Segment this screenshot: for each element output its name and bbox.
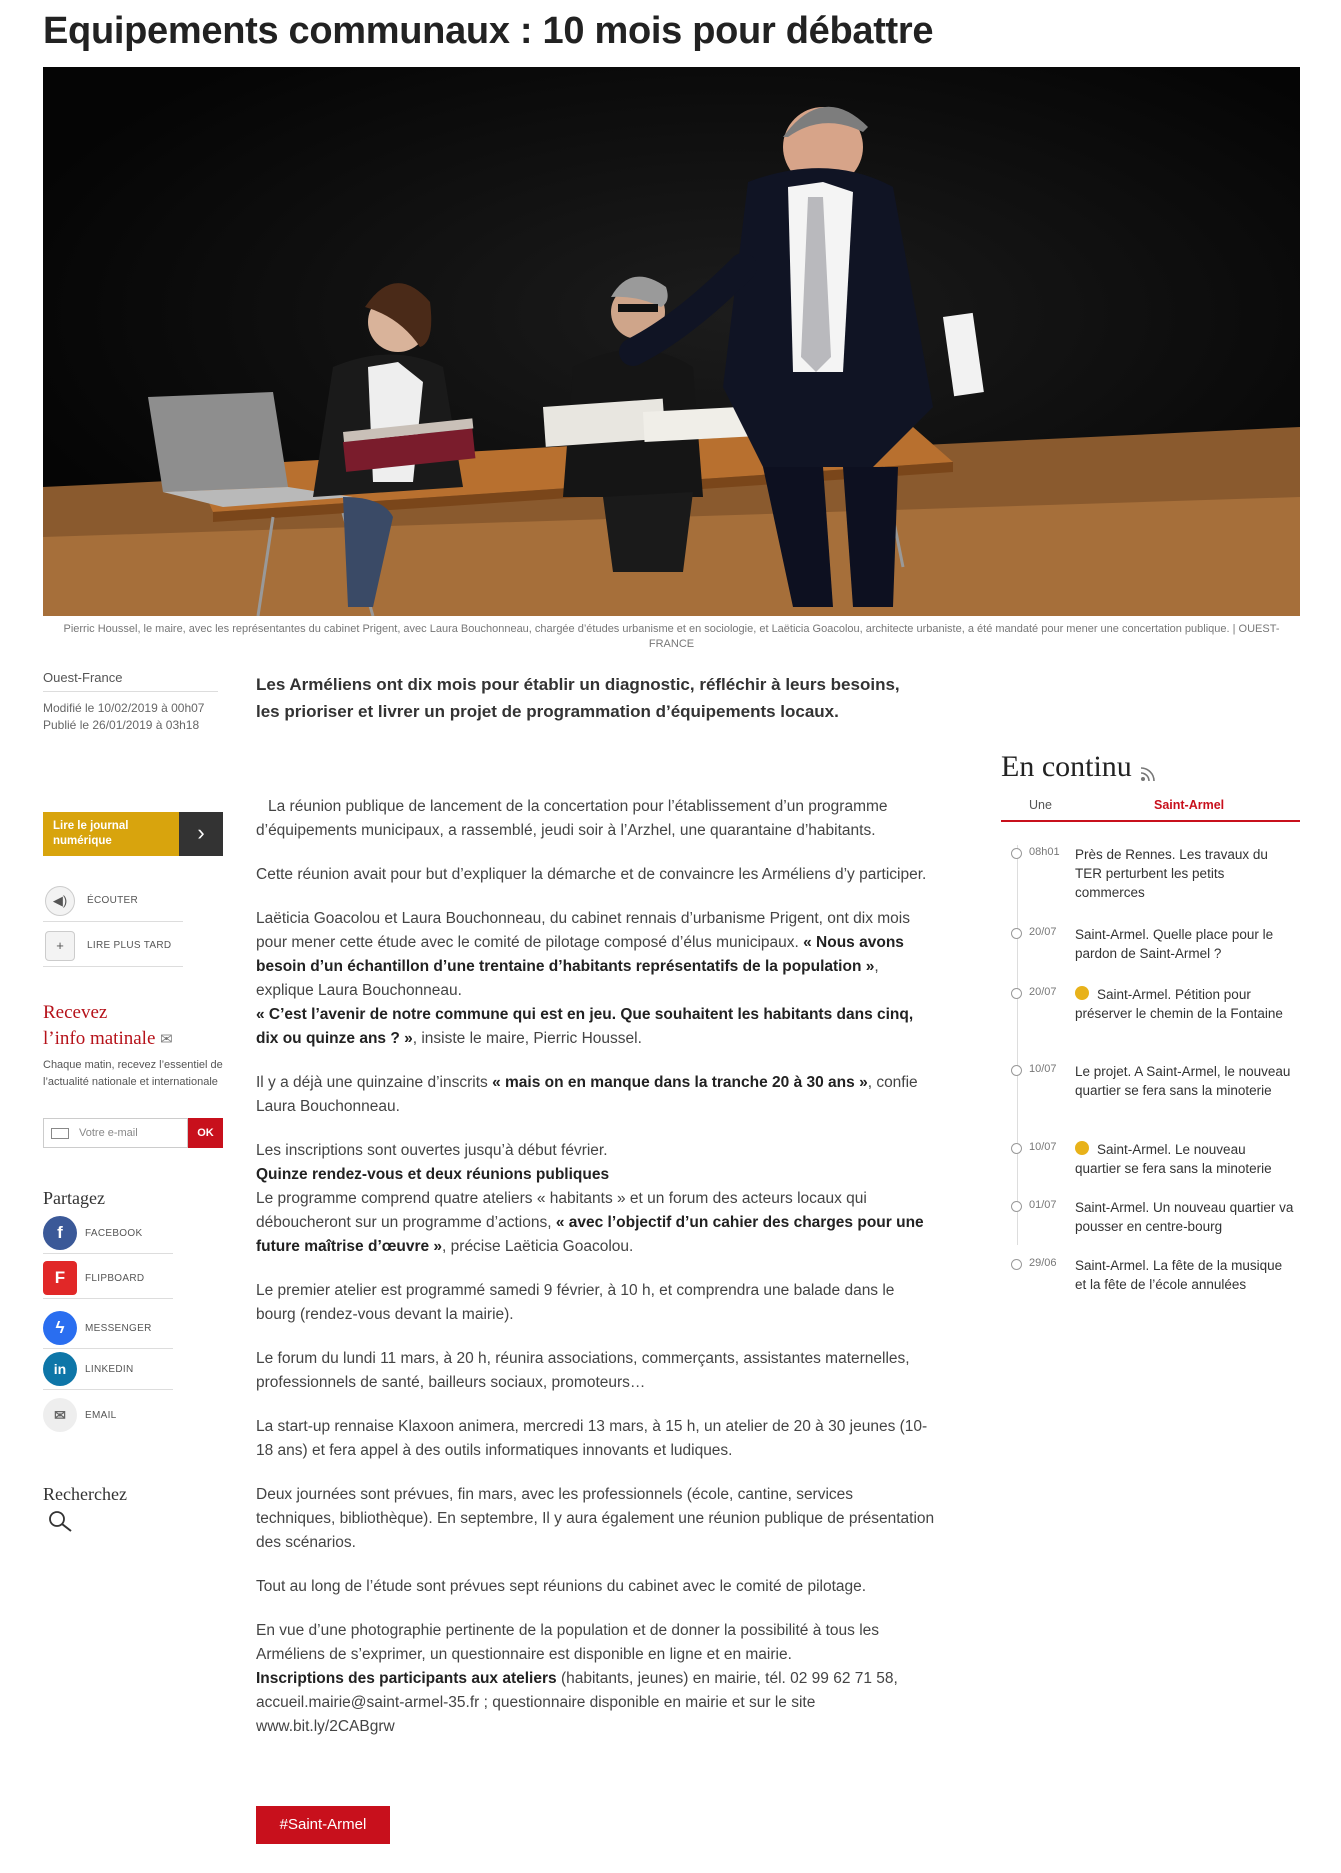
text: , confie Laura Bouchonneau. bbox=[256, 1074, 918, 1115]
article-photo bbox=[43, 67, 1300, 616]
text: (habitants, jeunes) en mairie, tél. 02 99 62 71 58, accueil.mairie@saint-armel-35.fr ; questionnaire disponible en mairie et sur le site www.bit.ly/2CABgrw bbox=[256, 1670, 898, 1735]
mail-icon bbox=[51, 1128, 69, 1139]
bookmark-icon: + bbox=[45, 931, 75, 961]
newsletter-title-2-text: l’info matinale bbox=[43, 1028, 156, 1049]
search-title: Recherchez bbox=[43, 1484, 127, 1504]
share-email-label: EMAIL bbox=[85, 1410, 117, 1421]
tab-saint-armel[interactable]: Saint-Armel bbox=[1154, 798, 1225, 812]
news-title-wrap[interactable] bbox=[1075, 1140, 1295, 1178]
quote: « Nous avons besoin d’un échantillon d’une trentaine d’habitants représentatifs de la population » bbox=[256, 934, 904, 975]
linkedin-icon: in bbox=[43, 1352, 77, 1386]
share-linkedin-label: LINKEDIN bbox=[85, 1364, 134, 1375]
published-date: Publié le 26/01/2019 à 03h18 bbox=[43, 718, 200, 732]
news-title-wrap[interactable] bbox=[1075, 985, 1295, 1023]
text: , précise Laëticia Goacolou. bbox=[442, 1238, 634, 1255]
emoji-icon bbox=[1075, 986, 1089, 1000]
speaker-icon: ◀) bbox=[45, 886, 75, 916]
newsletter-description: Chaque matin, recevez l’essentiel de l’actualité nationale et internationale bbox=[43, 1059, 223, 1088]
source-label[interactable]: Ouest-France bbox=[43, 670, 218, 692]
share-facebook-label: FACEBOOK bbox=[85, 1228, 143, 1239]
paragraph: Le premier atelier est programmé samedi 9 février, à 10 h, et comprendra une balade dans le bourg (rendez-vous devant la mairie). bbox=[256, 1282, 895, 1323]
clock-icon bbox=[1011, 1065, 1022, 1076]
news-title[interactable]: Saint-Armel. Quelle place pour le pardon de Saint-Armel ? bbox=[1075, 927, 1274, 961]
news-time: 29/06 bbox=[1029, 1257, 1057, 1269]
text: Laëticia Goacolou et Laura Bouchonneau, du cabinet rennais d’urbanisme Prigent, ont dix mois pour mener cette étude avec le comité de pilotage composé d’élus municipaux. bbox=[256, 910, 910, 951]
share-flipboard[interactable] bbox=[43, 1255, 173, 1299]
share-facebook[interactable] bbox=[43, 1210, 173, 1254]
quote: « avec l’objectif d’un cahier des charges pour une future maîtrise d’œuvre » bbox=[256, 1214, 924, 1255]
search-icon[interactable] bbox=[47, 1510, 75, 1532]
paragraph: Le forum du lundi 11 mars, à 20 h, réunira associations, commerçants, assistantes maternelles, professionnels de santé, bailleurs sociaux, promoteurs… bbox=[256, 1350, 910, 1391]
email-icon: ✉ bbox=[43, 1398, 77, 1432]
clock-icon bbox=[1011, 1259, 1022, 1270]
paragraph: Cette réunion avait pour but d’expliquer la démarche et de convaincre les Arméliens d’y participer. bbox=[256, 866, 927, 883]
subheading: Quinze rendez-vous et deux réunions publiques bbox=[256, 1166, 610, 1183]
text: Les inscriptions sont ouvertes jusqu’à début février. bbox=[256, 1142, 608, 1159]
tab-une[interactable]: Une bbox=[1029, 798, 1052, 812]
news-title[interactable]: Près de Rennes. Les travaux du TER perturbent les petits commerces bbox=[1075, 847, 1268, 900]
newsletter-title-1: Recevez bbox=[43, 1002, 108, 1023]
envelope-icon: ✉ bbox=[160, 1032, 173, 1048]
chevron-right-icon: › bbox=[179, 812, 223, 856]
rss-icon[interactable] bbox=[1139, 765, 1157, 783]
text: Le programme comprend quatre ateliers « habitants » et un forum des acteurs locaux qui déboucheront sur un programme d’actions, bbox=[256, 1190, 867, 1231]
email-input[interactable]: Votre e-mail bbox=[43, 1118, 188, 1148]
digital-journal-button[interactable] bbox=[43, 812, 223, 856]
timeline-line bbox=[1017, 845, 1018, 1245]
clock-icon bbox=[1011, 928, 1022, 939]
bold-text: Inscriptions des participants aux ateliers bbox=[256, 1670, 557, 1687]
newsletter-title-2 bbox=[43, 1026, 228, 1053]
clock-icon bbox=[1011, 1143, 1022, 1154]
read-later-label: LIRE PLUS TARD bbox=[87, 940, 172, 951]
listen-button[interactable] bbox=[43, 880, 183, 922]
text: En vue d’une photographie pertinente de la population et de donner la possibilité à tous les Arméliens de s’exprimer, un questionnaire est disponible en ligne et en mairie. bbox=[256, 1622, 880, 1663]
share-messenger[interactable] bbox=[43, 1305, 173, 1349]
text: , explique Laura Bouchonneau. bbox=[256, 958, 879, 999]
paragraph bbox=[256, 1071, 936, 1119]
text: Il y a déjà une quinzaine d’inscrits bbox=[256, 1074, 488, 1091]
news-time: 01/07 bbox=[1029, 1199, 1057, 1211]
photo-caption: Pierric Houssel, le maire, avec les représentantes du cabinet Prigent, avec Laura Bouchonneau, chargée d’études urbanisme et en sociologie, et Laëticia Goacolou, architecte urbaniste, a été mandaté pour mener une concertation publique. | OUEST-FRANCE bbox=[63, 623, 1280, 650]
news-time: 10/07 bbox=[1029, 1141, 1057, 1153]
quote: « mais on en manque dans la tranche 20 à 30 ans » bbox=[492, 1074, 868, 1091]
news-title[interactable]: Saint-Armel. Un nouveau quartier va pousser en centre-bourg bbox=[1075, 1200, 1294, 1234]
paragraph: La start-up rennaise Klaxoon animera, mercredi 13 mars, à 15 h, un atelier de 20 à 30 jeunes (10-18 ans) et fera appel à des outils informatiques innovants et ludiques. bbox=[256, 1418, 928, 1459]
share-flipboard-label: FLIPBOARD bbox=[85, 1273, 145, 1284]
article-body bbox=[256, 795, 936, 1759]
journal-label: Lire le journal numérique bbox=[53, 820, 129, 847]
article-meta bbox=[43, 670, 223, 734]
quote: « C’est l’avenir de notre commune qui est en jeu. Que souhaitent les habitants dans cinq, dix ou quinze ans ? » bbox=[256, 1006, 914, 1047]
subscribe-ok-button[interactable]: OK bbox=[188, 1118, 223, 1148]
news-time: 20/07 bbox=[1029, 986, 1057, 998]
clock-icon bbox=[1011, 988, 1022, 999]
article-title: Equipements communaux : 10 mois pour débattre bbox=[43, 10, 934, 52]
paragraph: La réunion publique de lancement de la concertation pour l’établissement d’un programme d’équipements municipaux, a rassemblé, jeudi soir à l’Arzhel, une quarantaine d’habitants. bbox=[256, 798, 888, 839]
listen-label: ÉCOUTER bbox=[87, 895, 138, 906]
news-title[interactable]: Saint-Armel. Le nouveau quartier se fera sans la minoterie bbox=[1075, 1142, 1272, 1176]
news-time: 20/07 bbox=[1029, 926, 1057, 938]
share-messenger-label: MESSENGER bbox=[85, 1323, 152, 1334]
clock-icon bbox=[1011, 848, 1022, 859]
emoji-icon bbox=[1075, 1141, 1089, 1155]
paragraph bbox=[256, 1139, 936, 1259]
paragraph bbox=[256, 1619, 936, 1739]
en-continu-tabs bbox=[1001, 795, 1300, 822]
text: , insiste le maire, Pierric Houssel. bbox=[412, 1030, 642, 1047]
news-title[interactable]: Saint-Armel. La fête de la musique et la fête de l’école annulées bbox=[1075, 1258, 1283, 1292]
facebook-icon: f bbox=[43, 1216, 77, 1250]
en-continu-title: En continu bbox=[1001, 750, 1132, 783]
paragraph: Tout au long de l’étude sont prévues sept réunions du cabinet avec le comité de pilotage. bbox=[256, 1578, 867, 1595]
news-title[interactable]: Le projet. A Saint-Armel, le nouveau quartier se fera sans la minoterie bbox=[1075, 1064, 1291, 1098]
modified-date: Modifié le 10/02/2019 à 00h07 bbox=[43, 701, 205, 715]
newsletter-block bbox=[43, 1000, 228, 1091]
paragraph bbox=[256, 907, 936, 1051]
share-title: Partagez bbox=[43, 1188, 105, 1208]
dates bbox=[43, 700, 223, 734]
flipboard-icon: F bbox=[43, 1261, 77, 1295]
news-title[interactable]: Saint-Armel. Pétition pour préserver le chemin de la Fontaine bbox=[1075, 987, 1283, 1021]
tag-saint-armel[interactable]: #Saint-Armel bbox=[256, 1806, 390, 1844]
share-linkedin[interactable] bbox=[43, 1346, 173, 1390]
news-time: 08h01 bbox=[1029, 846, 1060, 858]
news-time: 10/07 bbox=[1029, 1063, 1057, 1075]
paragraph: Deux journées sont prévues, fin mars, avec les professionnels (école, cantine, services techniques, bibliothèque). En septembre, Il y aura également une réunion publique de présentation des scénarios. bbox=[256, 1486, 935, 1551]
share-email[interactable] bbox=[43, 1392, 173, 1436]
messenger-icon: ϟ bbox=[43, 1311, 77, 1345]
newsletter-form bbox=[43, 1118, 223, 1148]
article-lead: Les Arméliens ont dix mois pour établir un diagnostic, réfléchir à leurs besoins, les prioriser et livrer un projet de programmation d’équipements locaux. bbox=[256, 675, 900, 721]
read-later-button[interactable] bbox=[43, 925, 183, 967]
clock-icon bbox=[1011, 1201, 1022, 1212]
